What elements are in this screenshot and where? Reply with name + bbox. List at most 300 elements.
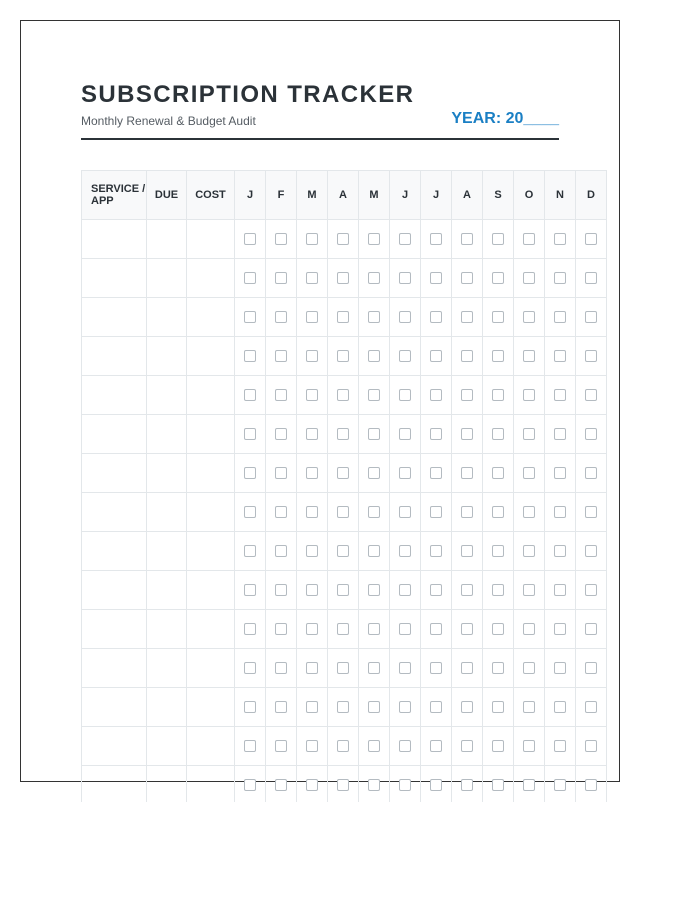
month-checkbox[interactable]	[523, 389, 535, 401]
cost-cell[interactable]	[187, 415, 235, 454]
month-checkbox[interactable]	[523, 584, 535, 596]
cost-cell[interactable]	[187, 610, 235, 649]
table-row	[82, 259, 607, 298]
due-cell[interactable]	[147, 571, 187, 610]
month-checkbox[interactable]	[337, 584, 349, 596]
month-checkbox[interactable]	[368, 545, 380, 557]
month-checkbox[interactable]	[430, 506, 442, 518]
month-cell-oct	[514, 415, 545, 454]
month-cell-jun	[390, 571, 421, 610]
month-checkbox[interactable]	[430, 311, 442, 323]
month-checkbox[interactable]	[244, 779, 256, 791]
month-cell-jan	[235, 649, 266, 688]
month-checkbox[interactable]	[399, 389, 411, 401]
month-checkbox[interactable]	[554, 506, 566, 518]
cost-cell[interactable]	[187, 220, 235, 259]
table-row	[82, 649, 607, 688]
month-cell-aug	[452, 454, 483, 493]
month-checkbox[interactable]	[430, 701, 442, 713]
service-cell[interactable]	[82, 532, 147, 571]
month-checkbox[interactable]	[523, 506, 535, 518]
month-checkbox[interactable]	[306, 740, 318, 752]
month-checkbox[interactable]	[585, 740, 597, 752]
month-cell-mar	[297, 298, 328, 337]
month-cell-oct	[514, 220, 545, 259]
cost-cell[interactable]	[187, 454, 235, 493]
month-checkbox[interactable]	[306, 662, 318, 674]
cost-cell[interactable]	[187, 649, 235, 688]
cost-cell[interactable]	[187, 493, 235, 532]
month-checkbox[interactable]	[554, 584, 566, 596]
year-field[interactable]: YEAR: 20____	[451, 110, 559, 127]
month-checkbox[interactable]	[337, 350, 349, 362]
month-checkbox[interactable]	[523, 428, 535, 440]
service-cell[interactable]	[82, 688, 147, 727]
month-checkbox[interactable]	[461, 584, 473, 596]
document-header	[81, 81, 559, 140]
service-cell[interactable]	[82, 298, 147, 337]
month-checkbox[interactable]	[492, 233, 504, 245]
month-cell-nov	[545, 766, 576, 803]
month-checkbox[interactable]	[275, 701, 287, 713]
month-cell-feb	[266, 493, 297, 532]
month-checkbox[interactable]	[399, 779, 411, 791]
month-checkbox[interactable]	[523, 740, 535, 752]
month-cell-jan	[235, 454, 266, 493]
month-cell-may	[359, 766, 390, 803]
month-checkbox[interactable]	[554, 701, 566, 713]
month-checkbox[interactable]	[430, 467, 442, 479]
due-cell[interactable]	[147, 688, 187, 727]
month-checkbox[interactable]	[492, 311, 504, 323]
month-checkbox[interactable]	[461, 662, 473, 674]
due-cell[interactable]	[147, 220, 187, 259]
month-checkbox[interactable]	[244, 662, 256, 674]
month-checkbox[interactable]	[585, 428, 597, 440]
month-checkbox[interactable]	[275, 311, 287, 323]
month-checkbox[interactable]	[337, 233, 349, 245]
month-checkbox[interactable]	[399, 233, 411, 245]
month-checkbox[interactable]	[275, 545, 287, 557]
month-checkbox[interactable]	[523, 311, 535, 323]
service-cell[interactable]	[82, 571, 147, 610]
month-checkbox[interactable]	[523, 701, 535, 713]
month-checkbox[interactable]	[306, 311, 318, 323]
month-checkbox[interactable]	[585, 779, 597, 791]
tracker-table	[81, 170, 607, 802]
month-checkbox[interactable]	[554, 467, 566, 479]
month-checkbox[interactable]	[461, 272, 473, 284]
cost-cell[interactable]	[187, 337, 235, 376]
month-checkbox[interactable]	[244, 506, 256, 518]
month-checkbox[interactable]	[337, 740, 349, 752]
month-cell-oct	[514, 688, 545, 727]
due-cell[interactable]	[147, 259, 187, 298]
month-checkbox[interactable]	[337, 389, 349, 401]
due-cell[interactable]	[147, 532, 187, 571]
month-checkbox[interactable]	[523, 350, 535, 362]
month-checkbox[interactable]	[554, 272, 566, 284]
month-checkbox[interactable]	[337, 623, 349, 635]
month-checkbox[interactable]	[337, 662, 349, 674]
month-checkbox[interactable]	[275, 389, 287, 401]
month-checkbox[interactable]	[430, 623, 442, 635]
month-checkbox[interactable]	[275, 506, 287, 518]
month-checkbox[interactable]	[368, 701, 380, 713]
month-checkbox[interactable]	[554, 233, 566, 245]
month-checkbox[interactable]	[399, 311, 411, 323]
month-checkbox[interactable]	[523, 623, 535, 635]
month-checkbox[interactable]	[461, 545, 473, 557]
month-checkbox[interactable]	[492, 389, 504, 401]
month-checkbox[interactable]	[492, 545, 504, 557]
month-checkbox[interactable]	[368, 311, 380, 323]
month-cell-dec	[576, 649, 607, 688]
month-checkbox[interactable]	[585, 311, 597, 323]
due-cell[interactable]	[147, 376, 187, 415]
month-cell-dec	[576, 415, 607, 454]
column-header-due: DUE	[147, 171, 187, 220]
month-cell-dec	[576, 337, 607, 376]
month-cell-jul	[421, 298, 452, 337]
service-cell[interactable]	[82, 220, 147, 259]
month-cell-jun	[390, 649, 421, 688]
month-cell-dec	[576, 532, 607, 571]
month-cell-feb	[266, 337, 297, 376]
month-cell-jun	[390, 727, 421, 766]
month-cell-jun	[390, 493, 421, 532]
month-cell-jun	[390, 376, 421, 415]
month-checkbox[interactable]	[492, 701, 504, 713]
month-cell-jun	[390, 454, 421, 493]
month-checkbox[interactable]	[399, 467, 411, 479]
month-checkbox[interactable]	[523, 779, 535, 791]
month-cell-aug	[452, 376, 483, 415]
month-checkbox[interactable]	[461, 389, 473, 401]
month-checkbox[interactable]	[492, 272, 504, 284]
month-checkbox[interactable]	[244, 701, 256, 713]
month-cell-may	[359, 610, 390, 649]
month-checkbox[interactable]	[275, 740, 287, 752]
month-checkbox[interactable]	[461, 506, 473, 518]
service-cell[interactable]	[82, 766, 147, 803]
month-checkbox[interactable]	[244, 311, 256, 323]
month-checkbox[interactable]	[306, 389, 318, 401]
month-checkbox[interactable]	[306, 428, 318, 440]
month-cell-jul	[421, 727, 452, 766]
month-header-dec: D	[576, 171, 607, 220]
month-checkbox[interactable]	[461, 740, 473, 752]
month-checkbox[interactable]	[492, 428, 504, 440]
month-checkbox[interactable]	[337, 311, 349, 323]
month-cell-jul	[421, 610, 452, 649]
due-cell[interactable]	[147, 727, 187, 766]
cost-cell[interactable]	[187, 688, 235, 727]
month-checkbox[interactable]	[244, 584, 256, 596]
month-cell-aug	[452, 493, 483, 532]
month-checkbox[interactable]	[306, 545, 318, 557]
month-checkbox[interactable]	[275, 584, 287, 596]
month-checkbox[interactable]	[306, 233, 318, 245]
table-row	[82, 298, 607, 337]
month-checkbox[interactable]	[399, 545, 411, 557]
month-checkbox[interactable]	[430, 428, 442, 440]
month-checkbox[interactable]	[461, 350, 473, 362]
month-checkbox[interactable]	[306, 779, 318, 791]
month-checkbox[interactable]	[523, 272, 535, 284]
month-checkbox[interactable]	[461, 467, 473, 479]
month-checkbox[interactable]	[430, 350, 442, 362]
month-checkbox[interactable]	[244, 350, 256, 362]
month-checkbox[interactable]	[492, 584, 504, 596]
month-checkbox[interactable]	[275, 233, 287, 245]
month-checkbox[interactable]	[585, 506, 597, 518]
month-checkbox[interactable]	[585, 350, 597, 362]
month-checkbox[interactable]	[461, 311, 473, 323]
month-checkbox[interactable]	[306, 506, 318, 518]
month-checkbox[interactable]	[461, 233, 473, 245]
month-cell-apr	[328, 727, 359, 766]
month-cell-apr	[328, 571, 359, 610]
month-cell-aug	[452, 688, 483, 727]
month-checkbox[interactable]	[306, 701, 318, 713]
month-checkbox[interactable]	[368, 662, 380, 674]
cost-cell[interactable]	[187, 298, 235, 337]
month-cell-may	[359, 337, 390, 376]
tracker-rows	[82, 220, 607, 803]
service-cell[interactable]	[82, 454, 147, 493]
month-cell-mar	[297, 571, 328, 610]
month-checkbox[interactable]	[244, 233, 256, 245]
month-cell-jan	[235, 727, 266, 766]
month-checkbox[interactable]	[368, 389, 380, 401]
month-cell-jan	[235, 337, 266, 376]
month-checkbox[interactable]	[430, 584, 442, 596]
month-cell-may	[359, 220, 390, 259]
month-checkbox[interactable]	[461, 779, 473, 791]
month-checkbox[interactable]	[554, 779, 566, 791]
month-checkbox[interactable]	[554, 545, 566, 557]
month-checkbox[interactable]	[275, 272, 287, 284]
month-checkbox[interactable]	[554, 389, 566, 401]
month-checkbox[interactable]	[461, 428, 473, 440]
month-checkbox[interactable]	[523, 467, 535, 479]
service-cell[interactable]	[82, 649, 147, 688]
cost-cell[interactable]	[187, 376, 235, 415]
month-checkbox[interactable]	[492, 467, 504, 479]
month-cell-mar	[297, 220, 328, 259]
service-cell[interactable]	[82, 415, 147, 454]
month-cell-oct	[514, 376, 545, 415]
cost-cell[interactable]	[187, 727, 235, 766]
month-checkbox[interactable]	[368, 584, 380, 596]
month-checkbox[interactable]	[399, 584, 411, 596]
table-row	[82, 415, 607, 454]
month-checkbox[interactable]	[275, 428, 287, 440]
month-checkbox[interactable]	[554, 623, 566, 635]
due-cell[interactable]	[147, 493, 187, 532]
month-checkbox[interactable]	[399, 740, 411, 752]
month-checkbox[interactable]	[523, 662, 535, 674]
month-checkbox[interactable]	[399, 272, 411, 284]
month-checkbox[interactable]	[368, 272, 380, 284]
month-checkbox[interactable]	[275, 779, 287, 791]
month-checkbox[interactable]	[492, 779, 504, 791]
month-checkbox[interactable]	[523, 233, 535, 245]
month-checkbox[interactable]	[585, 623, 597, 635]
month-checkbox[interactable]	[585, 662, 597, 674]
cost-cell[interactable]	[187, 571, 235, 610]
month-checkbox[interactable]	[368, 779, 380, 791]
service-cell[interactable]	[82, 610, 147, 649]
month-checkbox[interactable]	[585, 584, 597, 596]
month-checkbox[interactable]	[306, 467, 318, 479]
month-checkbox[interactable]	[585, 701, 597, 713]
month-checkbox[interactable]	[244, 740, 256, 752]
month-checkbox[interactable]	[492, 740, 504, 752]
month-checkbox[interactable]	[275, 662, 287, 674]
service-cell[interactable]	[82, 337, 147, 376]
month-cell-aug	[452, 415, 483, 454]
due-cell[interactable]	[147, 298, 187, 337]
month-cell-mar	[297, 454, 328, 493]
month-checkbox[interactable]	[399, 623, 411, 635]
month-checkbox[interactable]	[554, 740, 566, 752]
month-checkbox[interactable]	[306, 272, 318, 284]
month-checkbox[interactable]	[337, 545, 349, 557]
cost-cell[interactable]	[187, 259, 235, 298]
month-checkbox[interactable]	[337, 428, 349, 440]
month-checkbox[interactable]	[244, 467, 256, 479]
month-checkbox[interactable]	[554, 428, 566, 440]
table-row	[82, 493, 607, 532]
month-cell-nov	[545, 532, 576, 571]
month-checkbox[interactable]	[306, 350, 318, 362]
month-checkbox[interactable]	[461, 701, 473, 713]
month-cell-feb	[266, 415, 297, 454]
month-checkbox[interactable]	[399, 701, 411, 713]
month-checkbox[interactable]	[368, 623, 380, 635]
month-cell-nov	[545, 610, 576, 649]
month-checkbox[interactable]	[399, 662, 411, 674]
month-checkbox[interactable]	[523, 545, 535, 557]
service-cell[interactable]	[82, 493, 147, 532]
month-checkbox[interactable]	[337, 272, 349, 284]
service-cell[interactable]	[82, 376, 147, 415]
month-checkbox[interactable]	[368, 467, 380, 479]
month-cell-mar	[297, 688, 328, 727]
month-checkbox[interactable]	[585, 233, 597, 245]
month-checkbox[interactable]	[368, 350, 380, 362]
month-cell-may	[359, 727, 390, 766]
month-checkbox[interactable]	[368, 428, 380, 440]
month-cell-aug	[452, 727, 483, 766]
month-checkbox[interactable]	[554, 311, 566, 323]
month-checkbox[interactable]	[430, 545, 442, 557]
month-cell-jul	[421, 766, 452, 803]
month-cell-sep	[483, 337, 514, 376]
month-checkbox[interactable]	[306, 584, 318, 596]
month-checkbox[interactable]	[585, 467, 597, 479]
month-checkbox[interactable]	[554, 350, 566, 362]
month-checkbox[interactable]	[430, 740, 442, 752]
month-checkbox[interactable]	[337, 467, 349, 479]
month-header-oct: O	[514, 171, 545, 220]
cost-cell[interactable]	[187, 766, 235, 803]
month-cell-jun	[390, 532, 421, 571]
month-cell-jan	[235, 415, 266, 454]
month-checkbox[interactable]	[430, 389, 442, 401]
cost-cell[interactable]	[187, 532, 235, 571]
month-checkbox[interactable]	[399, 350, 411, 362]
month-checkbox[interactable]	[368, 740, 380, 752]
month-cell-sep	[483, 532, 514, 571]
month-checkbox[interactable]	[244, 428, 256, 440]
month-cell-apr	[328, 376, 359, 415]
month-checkbox[interactable]	[585, 272, 597, 284]
month-checkbox[interactable]	[554, 662, 566, 674]
month-cell-apr	[328, 649, 359, 688]
month-checkbox[interactable]	[399, 506, 411, 518]
month-checkbox[interactable]	[461, 623, 473, 635]
month-checkbox[interactable]	[244, 272, 256, 284]
due-cell[interactable]	[147, 649, 187, 688]
month-checkbox[interactable]	[275, 467, 287, 479]
month-checkbox[interactable]	[337, 506, 349, 518]
month-checkbox[interactable]	[368, 506, 380, 518]
month-checkbox[interactable]	[585, 545, 597, 557]
due-cell[interactable]	[147, 415, 187, 454]
month-cell-sep	[483, 688, 514, 727]
month-cell-feb	[266, 298, 297, 337]
due-cell[interactable]	[147, 766, 187, 803]
month-checkbox[interactable]	[275, 350, 287, 362]
month-checkbox[interactable]	[399, 428, 411, 440]
month-cell-nov	[545, 415, 576, 454]
month-checkbox[interactable]	[368, 233, 380, 245]
month-cell-dec	[576, 727, 607, 766]
month-checkbox[interactable]	[430, 233, 442, 245]
month-cell-oct	[514, 259, 545, 298]
month-cell-dec	[576, 376, 607, 415]
month-checkbox[interactable]	[492, 623, 504, 635]
service-cell[interactable]	[82, 727, 147, 766]
month-checkbox[interactable]	[585, 389, 597, 401]
month-checkbox[interactable]	[430, 272, 442, 284]
month-checkbox[interactable]	[275, 623, 287, 635]
month-checkbox[interactable]	[492, 662, 504, 674]
month-checkbox[interactable]	[244, 545, 256, 557]
month-checkbox[interactable]	[492, 506, 504, 518]
month-checkbox[interactable]	[430, 779, 442, 791]
month-checkbox[interactable]	[244, 389, 256, 401]
due-cell[interactable]	[147, 610, 187, 649]
month-cell-mar	[297, 649, 328, 688]
month-checkbox[interactable]	[337, 779, 349, 791]
due-cell[interactable]	[147, 454, 187, 493]
month-checkbox[interactable]	[492, 350, 504, 362]
month-checkbox[interactable]	[430, 662, 442, 674]
service-cell[interactable]	[82, 259, 147, 298]
month-cell-oct	[514, 649, 545, 688]
due-cell[interactable]	[147, 337, 187, 376]
month-checkbox[interactable]	[306, 623, 318, 635]
month-checkbox[interactable]	[244, 623, 256, 635]
month-cell-feb	[266, 532, 297, 571]
table-row	[82, 571, 607, 610]
month-cell-oct	[514, 454, 545, 493]
month-checkbox[interactable]	[337, 701, 349, 713]
